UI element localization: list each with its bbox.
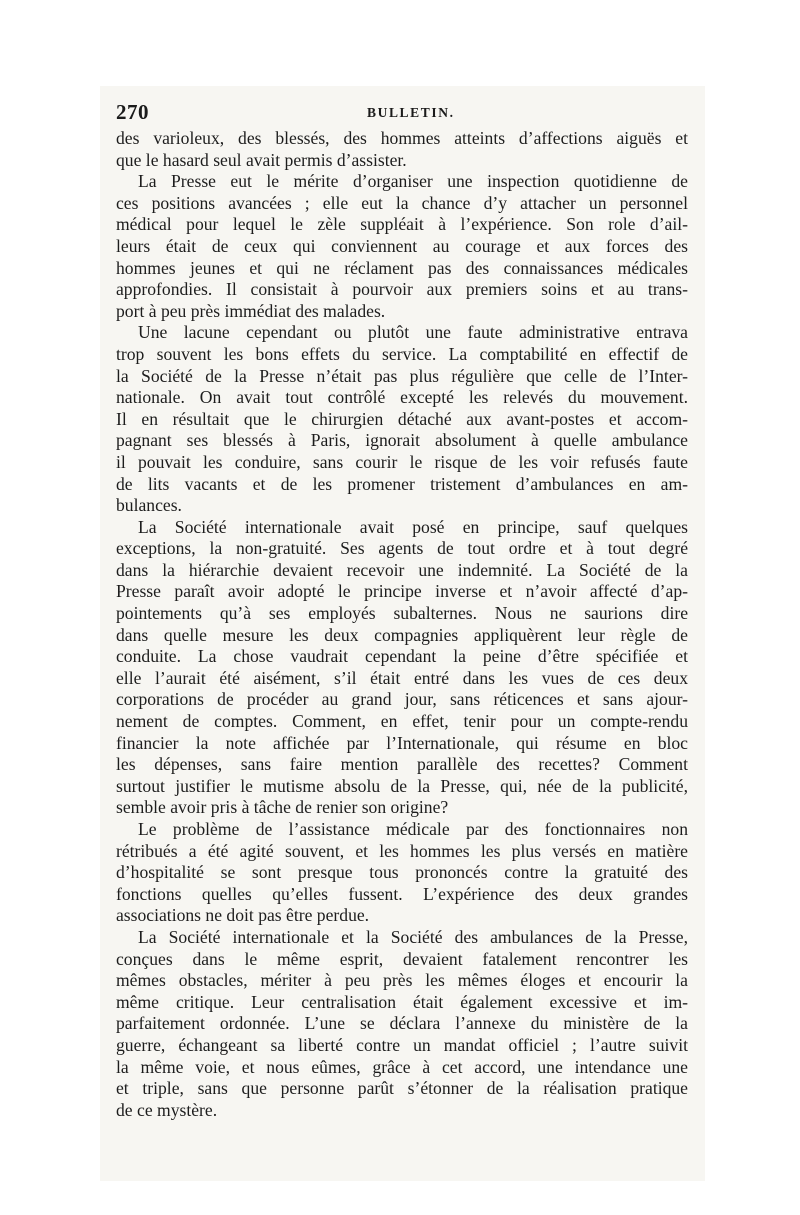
text-line: nationale. On avait tout contrôlé excepté les relevés du mouvement. bbox=[116, 387, 688, 408]
text-line: dans la hiérarchie devaient recevoir une indemnité. La Société de la bbox=[116, 559, 688, 580]
text-line: La Presse eut le mérite d’organiser une inspection quotidienne de bbox=[138, 171, 688, 192]
text-line: Le problème de l’assistance médicale par des fonctionnaires non bbox=[138, 819, 688, 839]
running-head: BULLETIN. bbox=[367, 105, 455, 120]
text-line: des varioleux, des blessés, des hommes atteints d’affections aiguës et bbox=[116, 128, 688, 148]
text-line: La Société internationale avait posé en principe, sauf quelques bbox=[138, 516, 688, 537]
text-line: même critique. Leur centralisation était également excessive et im- bbox=[116, 991, 688, 1012]
text-line: nement de comptes. Comment, en effet, tenir pour un compte-rendu bbox=[116, 711, 688, 732]
text-line: ces positions avancées ; elle eut la chance d’y attacher un personnel bbox=[116, 192, 688, 213]
text-line: rétribués a été agité souvent, et les hommes les plus versés en matière bbox=[116, 840, 688, 861]
text-line: Une lacune cependant ou plutôt une faute administrative entrava bbox=[138, 322, 688, 343]
text-line: de lits vacants et de les promener tristement d’ambulances en am- bbox=[116, 473, 688, 494]
text-line: et triple, sans que personne parût s’étonner de la réalisation pratique bbox=[116, 1078, 688, 1099]
text-line: la Société de la Presse n’était pas plus régulière que celle de l’Inter- bbox=[116, 365, 688, 386]
page-number: 270 bbox=[116, 100, 149, 124]
text-line: elle l’aurait été aisément, s’il était entré dans les vues de ces deux bbox=[116, 667, 688, 688]
text-line: exceptions, la non-gratuité. Ses agents de tout ordre et à tout degré bbox=[116, 538, 688, 559]
text-line: La Société internationale et la Société des ambulances de la Presse, bbox=[138, 926, 688, 947]
text-line: financier la note affichée par l’Internationale, qui résume en bloc bbox=[116, 732, 688, 753]
text-line: hommes jeunes et qui ne réclament pas des connaissances médicales bbox=[116, 257, 688, 278]
text-line: fonctions quelles qu’elles fussent. L’expérience des deux grandes bbox=[116, 883, 688, 904]
text-line: bulances. bbox=[116, 495, 182, 516]
text-line: conçues dans le même esprit, devaient fatalement rencontrer les bbox=[116, 948, 688, 969]
text-line: guerre, échangeant sa liberté contre un mandat officiel ; l’autre suivit bbox=[116, 1034, 688, 1055]
text-line: conduite. La chose vaudrait cependant la peine d’être spécifiée et bbox=[116, 646, 688, 667]
text-line: leurs était de ceux qui conviennent au courage et aux forces des bbox=[116, 235, 688, 256]
text-line: port à peu près immédiat des malades. bbox=[116, 300, 386, 321]
text-line: trop souvent les bons effets du service. La comptabilité en effectif de bbox=[116, 343, 688, 364]
text-line: Il en résultait que le chirurgien détaché aux avant-postes et accom- bbox=[116, 408, 688, 429]
text-line: corporations de procéder au grand jour, sans réticences et sans ajour- bbox=[116, 689, 688, 710]
text-line: Presse paraît avoir adopté le principe inverse et n’avoir affecté d’ap- bbox=[116, 581, 688, 602]
text-line: surtout justifier le mutisme absolu de la Presse, qui, née de la publicité, bbox=[116, 775, 688, 796]
body-text bbox=[116, 128, 688, 1121]
text-line: parfaitement ordonnée. L’une se déclara l’annexe du ministère de la bbox=[116, 1013, 688, 1034]
text-line: médical pour lequel le zèle suppléait à l’expérience. Son role d’ail- bbox=[116, 214, 688, 235]
page-header bbox=[116, 100, 676, 126]
text-line: pointements qu’à ses employés subalternes. Nous ne saurions dire bbox=[116, 603, 688, 624]
text-line: associations ne doit pas être perdue. bbox=[116, 905, 370, 926]
text-line: pagnant ses blessés à Paris, ignorait absolument à quelle ambulance bbox=[116, 430, 688, 451]
text-line: la même voie, et nous eûmes, grâce à cet accord, une intendance une bbox=[116, 1056, 688, 1077]
text-line: dans quelle mesure les deux compagnies appliquèrent leur règle de bbox=[116, 624, 688, 645]
text-line: approfondies. Il consistait à pourvoir aux premiers soins et au trans- bbox=[116, 279, 688, 300]
text-line: il pouvait les conduire, sans courir le risque de les voir refusés faute bbox=[116, 451, 688, 472]
text-line: mêmes obstacles, mériter à peu près les mêmes éloges et encourir la bbox=[116, 970, 688, 991]
text-line: les dépenses, sans faire mention parallèle des recettes? Comment bbox=[116, 754, 688, 775]
text-line: d’hospitalité se sont presque tous prononcés contre la gratuité des bbox=[116, 862, 688, 883]
text-line: semble avoir pris à tâche de renier son origine? bbox=[116, 797, 449, 818]
text-line: que le hasard seul avait permis d’assister. bbox=[116, 149, 407, 170]
text-line: de ce mystère. bbox=[116, 1099, 218, 1120]
